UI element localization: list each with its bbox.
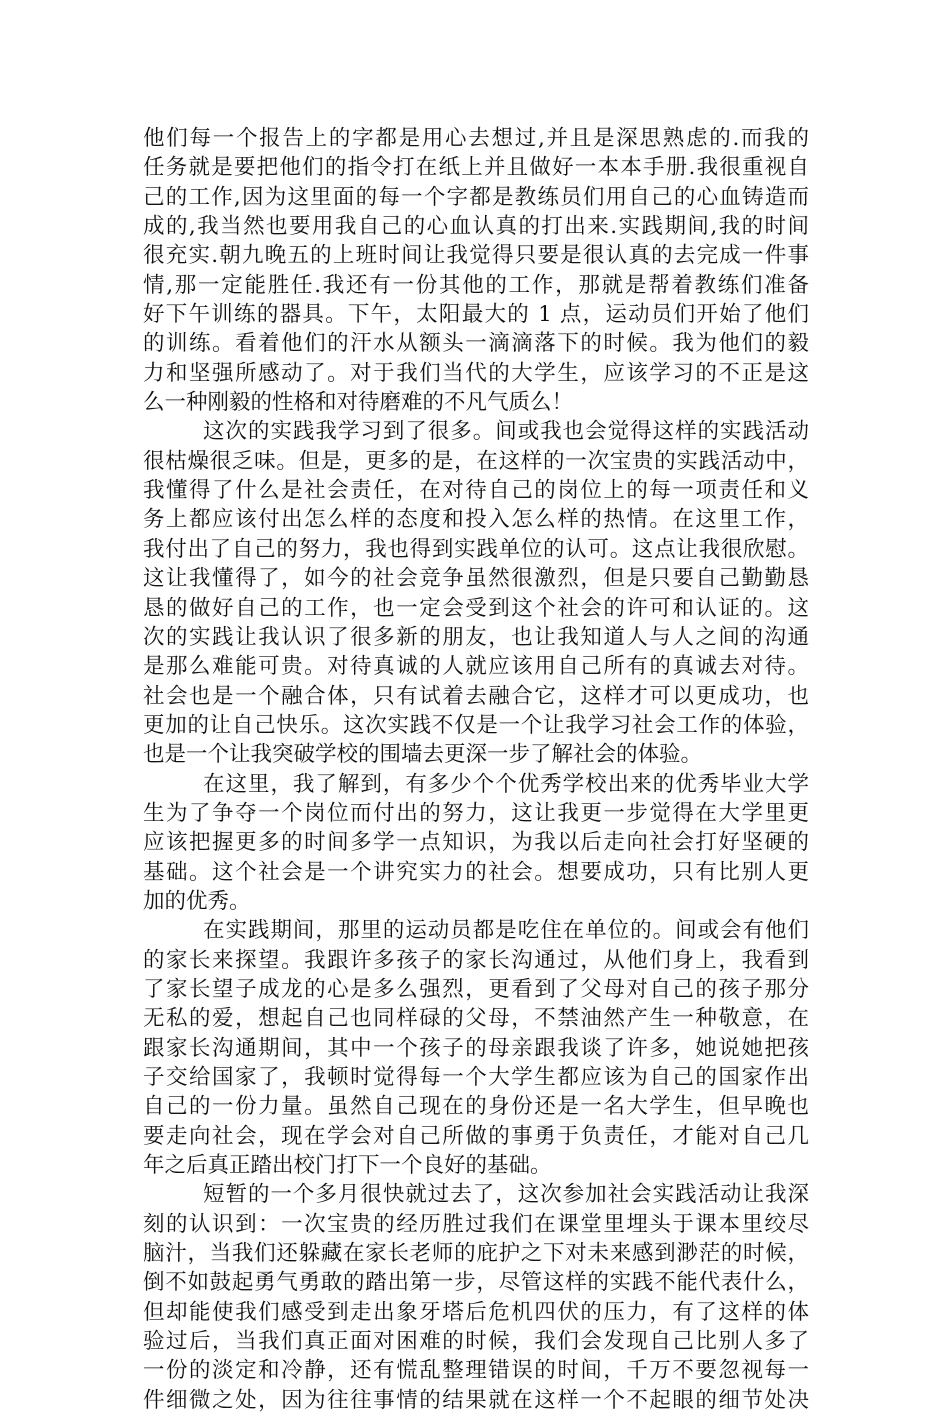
text-line: 生为了争夺一个岗位而付出的努力，这让我更一步觉得在大学里更 [143,800,809,826]
text-line: 自己的一份力量。虽然自己现在的身份还是一名大学生，但早晚也 [143,1094,809,1120]
text-line: 一份的淡定和冷静，还有慌乱整理错误的时间，千万不要忽视每一 [143,1358,809,1384]
text-line: 刻的认识到：一次宝贵的经历胜过我们在课堂里埋头于课本里绞尽 [143,1211,809,1237]
text-line: 应该把握更多的时间多学一点知识，为我以后走向社会打好坚硬的 [143,830,809,856]
text-line: 脑汁，当我们还躲藏在家长老师的庇护之下对未来感到渺茫的时候， [143,1241,809,1267]
text-line: 次的实践让我认识了很多新的朋友，也让我知道人与人之间的沟通 [143,624,809,650]
document-page [143,124,809,1415]
text-line: 的家长来探望。我跟许多孩子的家长沟通过，从他们身上，我看到 [143,947,809,973]
text-line: 的训练。看着他们的汗水从额头一滴滴落下的时候。我为他们的毅 [143,331,809,357]
text-line: 件细微之处，因为往往事情的结果就在这样一个不起眼的细节处决 [143,1387,809,1413]
text-line: 他们每一个报告上的字都是用心去想过,并且是深思熟虑的.而我的 [143,126,809,151]
paragraph [143,124,809,417]
text-line: 在实践期间，那里的运动员都是吃住在单位的。间或会有他们 [203,918,809,944]
text-line: 恳的做好自己的工作，也一定会受到这个社会的许可和认证的。这 [143,595,809,621]
text-line: 这让我懂得了，如今的社会竞争虽然很激烈，但是只要自己勤勤恳 [143,566,809,592]
text-line: 任务就是要把他们的指令打在纸上并且做好一本本手册.我很重视自 [143,155,809,181]
text-line: 务上都应该付出怎么样的态度和投入怎么样的热情。在这里工作， [143,507,809,533]
text-line: 倒不如鼓起勇气勇敢的踏出第一步，尽管这样的实践不能代表什么， [143,1270,809,1296]
text-line: 要走向社会，现在学会对自己所做的事勇于负责任，才能对自己几 [143,1123,809,1149]
text-line: 在这里，我了解到，有多少个个优秀学校出来的优秀毕业大学 [203,771,809,797]
text-line: 也是一个让我突破学校的围墙去更深一步了解社会的体验。 [143,742,703,768]
text-line: 是那么难能可贵。对待真诚的人就应该用自己所有的真诚去对待。 [143,654,809,680]
paragraph [143,916,809,1180]
text-line: 基础。这个社会是一个讲究实力的社会。想要成功，只有比别人更 [143,859,809,885]
text-line: 很充实.朝九晚五的上班时间让我觉得只要是很认真的去完成一件事 [143,243,809,269]
text-line: 情,那一定能胜任.我还有一份其他的工作，那就是帮着教练们准备 [143,272,809,298]
text-line: 己的工作,因为这里面的每一个字都是教练员们用自己的心血铸造而 [143,184,809,210]
text-line: 成的,我当然也要用我自己的心血认真的打出来.实践期间,我的时间 [143,214,809,240]
text-line: 子交给国家了，我顿时觉得每一个大学生都应该为自己的国家作出 [143,1065,809,1090]
text-line: 力和坚强所感动了。对于我们当代的大学生，应该学习的不正是这 [143,360,809,386]
text-line: 社会也是一个融合体，只有试着去融合它，这样才可以更成功，也 [143,683,809,709]
text-line: 跟家长沟通期间，其中一个孩子的母亲跟我谈了许多，她说她把孩 [143,1035,809,1061]
paragraph [143,770,809,917]
paragraph [143,1180,809,1415]
text-line: 短暂的一个多月很快就过去了，这次参加社会实践活动让我深 [203,1182,809,1208]
text-line: 加的优秀。 [143,888,251,914]
text-line: 年之后真正踏出校门打下一个良好的基础。 [143,1153,552,1179]
text-line: 我懂得了什么是社会责任，在对待自己的岗位上的每一项责任和义 [143,478,809,504]
text-line: 很枯燥很乏味。但是，更多的是，在这样的一次宝贵的实践活动中， [143,448,809,474]
text-line: 么一种刚毅的性格和对待磨难的不凡气质么！ [143,390,574,416]
text-line: 好下午训练的器具。下午，太阳最大的 1 点，运动员们开始了他们 [143,302,809,328]
text-line: 了家长望子成龙的心是多么强烈，更看到了父母对自己的孩子那分 [143,976,809,1002]
text-line: 这次的实践我学习到了很多。间或我也会觉得这样的实践活动 [203,419,809,445]
text-line: 更加的让自己快乐。这次实践不仅是一个让我学习社会工作的体验， [143,712,809,738]
text-line: 验过后，当我们真正面对困难的时候，我们会发现自己比别人多了 [143,1329,809,1355]
paragraph [143,417,809,769]
text-line: 无私的爱，想起自己也同样碌的父母，不禁油然产生一种敬意，在 [143,1006,809,1032]
text-line: 我付出了自己的努力，我也得到实践单位的认可。这点让我很欣慰。 [143,536,809,562]
text-line: 但却能使我们感受到走出象牙塔后危机四伏的压力，有了这样的体 [143,1299,809,1325]
